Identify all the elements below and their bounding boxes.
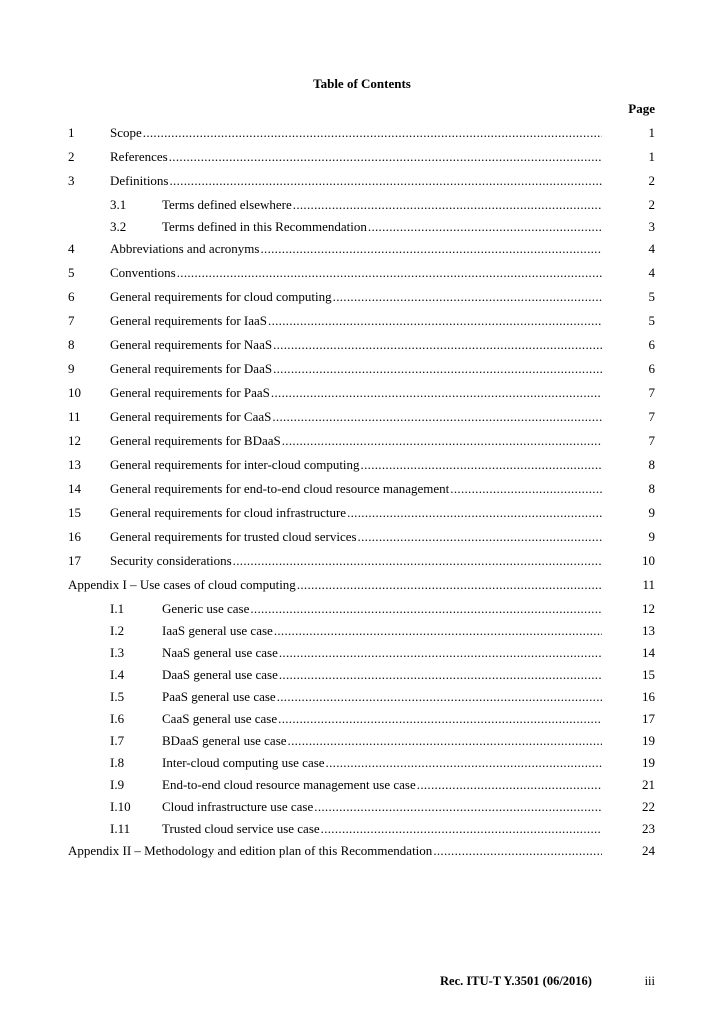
toc-entry-label: BDaaS general use case: [162, 733, 287, 748]
toc-entry-title: [110, 384, 602, 402]
toc-entry[interactable]: [0, 600, 724, 622]
dot-leader: [277, 688, 602, 706]
dot-leader: [358, 528, 602, 546]
dot-leader: [169, 148, 602, 166]
toc-entry-title: [162, 666, 602, 684]
dot-leader: [297, 576, 602, 594]
toc-entry-title: [110, 504, 602, 522]
toc-entry-title: [110, 312, 602, 330]
toc-entry-number: I.1: [110, 601, 125, 616]
toc-entry[interactable]: [0, 172, 724, 196]
dot-leader: [288, 732, 602, 750]
toc-entry-number: 3.2: [110, 219, 127, 234]
toc-entry-page: 9: [648, 505, 655, 520]
toc-entry-page: 7: [648, 433, 655, 448]
toc-entry-title: [110, 240, 602, 258]
toc-entry-number: I.6: [110, 711, 125, 726]
toc-entry-label: General requirements for cloud infrastructure: [110, 505, 347, 520]
toc-entry-title: [110, 432, 602, 450]
toc-entry-number: I.10: [110, 799, 131, 814]
toc-entry-page: 7: [648, 385, 655, 400]
toc-entry-page: 23: [642, 821, 655, 836]
toc-entry-page: 4: [648, 241, 655, 256]
toc-entry-title: [162, 196, 602, 214]
toc-entry-page: 12: [642, 601, 655, 616]
toc-entry[interactable]: [0, 732, 724, 754]
dot-leader: [233, 552, 602, 570]
toc-entry-page: 21: [642, 777, 655, 792]
toc-entry-title: [162, 710, 602, 728]
dot-leader: [278, 710, 602, 728]
toc-entry-number: 9: [68, 361, 75, 376]
dot-leader: [250, 600, 602, 618]
toc-entry-page: 4: [648, 265, 655, 280]
toc-entry-label: DaaS general use case: [162, 667, 278, 682]
toc-entry-page: 22: [642, 799, 655, 814]
toc-entry-title: [162, 798, 602, 816]
toc-entry-label: General requirements for NaaS: [110, 337, 273, 352]
toc-entry-page: 2: [648, 197, 655, 212]
toc-entry[interactable]: [0, 124, 724, 148]
toc-entry-label: General requirements for end-to-end cloud resource management: [110, 481, 450, 496]
toc-entry-page: 19: [642, 733, 655, 748]
toc-entry-label: General requirements for CaaS: [110, 409, 272, 424]
toc-entry-number: 10: [68, 385, 81, 400]
toc-entry-page: 6: [648, 337, 655, 352]
toc-entry-title: [68, 576, 602, 594]
toc-entry-number: 3.1: [110, 197, 127, 212]
toc-entry[interactable]: [0, 528, 724, 552]
toc-entry[interactable]: [0, 710, 724, 732]
toc-entry-number: 12: [68, 433, 81, 448]
toc-entry-page: 9: [648, 529, 655, 544]
toc-entry[interactable]: [0, 576, 724, 600]
dot-leader: [333, 288, 602, 306]
toc-entry-title: [162, 600, 602, 618]
toc-entry[interactable]: [0, 360, 724, 384]
toc-entry-number: I.5: [110, 689, 125, 704]
toc-entry-number: 16: [68, 529, 81, 544]
toc-entry[interactable]: [0, 622, 724, 644]
toc-entry-page: 15: [642, 667, 655, 682]
toc-entry[interactable]: [0, 218, 724, 240]
toc-entry[interactable]: [0, 666, 724, 688]
toc-entry-label: General requirements for cloud computing: [110, 289, 332, 304]
toc-entry-number: 5: [68, 265, 75, 280]
dot-leader: [279, 666, 602, 684]
toc-entry-number: I.11: [110, 821, 131, 836]
toc-entry-number: I.7: [110, 733, 125, 748]
toc-entry-label: General requirements for BDaaS: [110, 433, 281, 448]
toc-entry-number: I.8: [110, 755, 125, 770]
toc-entry-title: [162, 688, 602, 706]
toc-entry-title: [110, 456, 602, 474]
toc-entry-label: Cloud infrastructure use case: [162, 799, 314, 814]
toc-entry[interactable]: [0, 552, 724, 576]
toc-entry[interactable]: [0, 820, 724, 842]
toc-entry[interactable]: [0, 842, 724, 866]
toc-entry-label: Generic use case: [162, 601, 250, 616]
toc-entry-label: General requirements for inter-cloud computing: [110, 457, 360, 472]
toc-entry-page: 10: [642, 553, 655, 568]
toc-entry[interactable]: [0, 644, 724, 666]
dot-leader: [368, 218, 602, 236]
toc-entry-page: 5: [648, 313, 655, 328]
toc-entry-page: 6: [648, 361, 655, 376]
toc-entry-title: [110, 360, 602, 378]
dot-leader: [260, 240, 602, 258]
toc-entry-title: [162, 644, 602, 662]
toc-entry[interactable]: [0, 288, 724, 312]
toc-entry[interactable]: [0, 240, 724, 264]
toc-entry-label: General requirements for IaaS: [110, 313, 268, 328]
toc-entry-page: 1: [648, 125, 655, 140]
toc-entry-label: General requirements for PaaS: [110, 385, 270, 400]
toc-entry-title: [110, 264, 602, 282]
toc-entry-label: Terms defined in this Recommendation: [162, 219, 367, 234]
dot-leader: [170, 172, 603, 190]
dot-leader: [347, 504, 602, 522]
toc-entry-number: 15: [68, 505, 81, 520]
toc-entry-label: Appendix II – Methodology and edition plan of this Recommendation: [68, 843, 433, 858]
toc-entry[interactable]: [0, 432, 724, 456]
dot-leader: [450, 480, 602, 498]
toc-entry-label: PaaS general use case: [162, 689, 276, 704]
dot-leader: [326, 754, 602, 772]
table-of-contents: [0, 124, 724, 866]
toc-entry-number: 2: [68, 149, 75, 164]
toc-entry[interactable]: [0, 754, 724, 776]
toc-entry-title: [110, 148, 602, 166]
toc-entry-page: 3: [648, 219, 655, 234]
toc-entry-number: I.3: [110, 645, 125, 660]
dot-leader: [272, 408, 602, 426]
dot-leader: [271, 384, 602, 402]
dot-leader: [273, 336, 602, 354]
toc-entry-title: [110, 172, 602, 190]
toc-entry-title: [110, 528, 602, 546]
toc-entry-label: References: [110, 149, 168, 164]
toc-entry-number: 11: [68, 409, 81, 424]
page-number: iii: [644, 974, 655, 988]
toc-entry-label: General requirements for DaaS: [110, 361, 273, 376]
dot-leader: [282, 432, 602, 450]
toc-entry-label: Scope: [110, 125, 142, 140]
toc-entry-title: [162, 820, 602, 838]
toc-entry[interactable]: [0, 196, 724, 218]
toc-entry[interactable]: [0, 504, 724, 528]
toc-entry-label: Definitions: [110, 173, 169, 188]
toc-entry-page: 13: [642, 623, 655, 638]
toc-entry-number: 3: [68, 173, 75, 188]
toc-entry-title: [162, 622, 602, 640]
toc-entry[interactable]: [0, 384, 724, 408]
toc-entry-label: IaaS general use case: [162, 623, 273, 638]
toc-entry-label: End-to-end cloud resource management use case: [162, 777, 416, 792]
toc-entry-label: Abbreviations and acronyms: [110, 241, 260, 256]
toc-entry-label: Terms defined elsewhere: [162, 197, 292, 212]
toc-entry-label: Inter-cloud computing use case: [162, 755, 325, 770]
page-column-header: Page: [628, 101, 655, 116]
toc-entry[interactable]: [0, 312, 724, 336]
toc-entry-number: 14: [68, 481, 81, 496]
dot-leader: [279, 644, 602, 662]
toc-entry-number: 6: [68, 289, 75, 304]
toc-entry-number: 7: [68, 313, 75, 328]
toc-entry-number: 8: [68, 337, 75, 352]
toc-entry-number: 4: [68, 241, 75, 256]
toc-entry[interactable]: [0, 456, 724, 480]
toc-entry[interactable]: [0, 264, 724, 288]
toc-entry[interactable]: [0, 688, 724, 710]
toc-entry-number: 1: [68, 125, 75, 140]
toc-entry-page: 8: [648, 481, 655, 496]
dot-leader: [314, 798, 602, 816]
toc-entry-title: [110, 124, 602, 142]
toc-entry-title: [162, 218, 602, 236]
toc-entry-title: [110, 552, 602, 570]
toc-entry-label: Trusted cloud service use case: [162, 821, 320, 836]
toc-entry[interactable]: [0, 480, 724, 504]
toc-entry-page: 17: [642, 711, 655, 726]
dot-leader: [417, 776, 602, 794]
document-code: Rec. ITU-T Y.3501 (06/2016): [440, 974, 592, 988]
toc-entry-title: [110, 408, 602, 426]
toc-entry-number: 13: [68, 457, 81, 472]
toc-entry-page: 11: [642, 577, 655, 592]
toc-entry-title: [110, 336, 602, 354]
dot-leader: [361, 456, 602, 474]
dot-leader: [143, 124, 602, 142]
toc-entry-page: 7: [648, 409, 655, 424]
toc-entry[interactable]: [0, 148, 724, 172]
dot-leader: [273, 360, 602, 378]
toc-entry-page: 19: [642, 755, 655, 770]
toc-entry-number: I.9: [110, 777, 125, 792]
dot-leader: [321, 820, 602, 838]
toc-entry-title: [162, 754, 602, 772]
toc-entry-page: 8: [648, 457, 655, 472]
toc-entry-title: [110, 480, 602, 498]
toc-entry-label: NaaS general use case: [162, 645, 278, 660]
toc-entry-title: [110, 288, 602, 306]
toc-entry[interactable]: [0, 336, 724, 360]
toc-entry-page: 1: [648, 149, 655, 164]
toc-entry-number: I.2: [110, 623, 125, 638]
toc-entry-page: 14: [642, 645, 655, 660]
toc-entry[interactable]: [0, 776, 724, 798]
dot-leader: [268, 312, 602, 330]
toc-entry-number: 17: [68, 553, 81, 568]
page-title: Table of Contents: [313, 76, 411, 91]
toc-entry-page: 16: [642, 689, 655, 704]
toc-entry-page: 2: [648, 173, 655, 188]
dot-leader: [274, 622, 602, 640]
toc-entry-title: [68, 842, 602, 860]
dot-leader: [293, 196, 602, 214]
toc-entry-page: 5: [648, 289, 655, 304]
dot-leader: [177, 264, 602, 282]
toc-entry[interactable]: [0, 798, 724, 820]
toc-entry-title: [162, 776, 602, 794]
toc-entry-number: I.4: [110, 667, 125, 682]
toc-entry-label: CaaS general use case: [162, 711, 278, 726]
toc-entry-title: [162, 732, 602, 750]
toc-entry[interactable]: [0, 408, 724, 432]
toc-entry-label: Conventions: [110, 265, 176, 280]
toc-entry-label: General requirements for trusted cloud services: [110, 529, 357, 544]
toc-entry-label: Security considerations: [110, 553, 232, 568]
toc-entry-label: Appendix I – Use cases of cloud computing: [68, 577, 296, 592]
dot-leader: [433, 842, 602, 860]
toc-entry-page: 24: [642, 843, 655, 858]
